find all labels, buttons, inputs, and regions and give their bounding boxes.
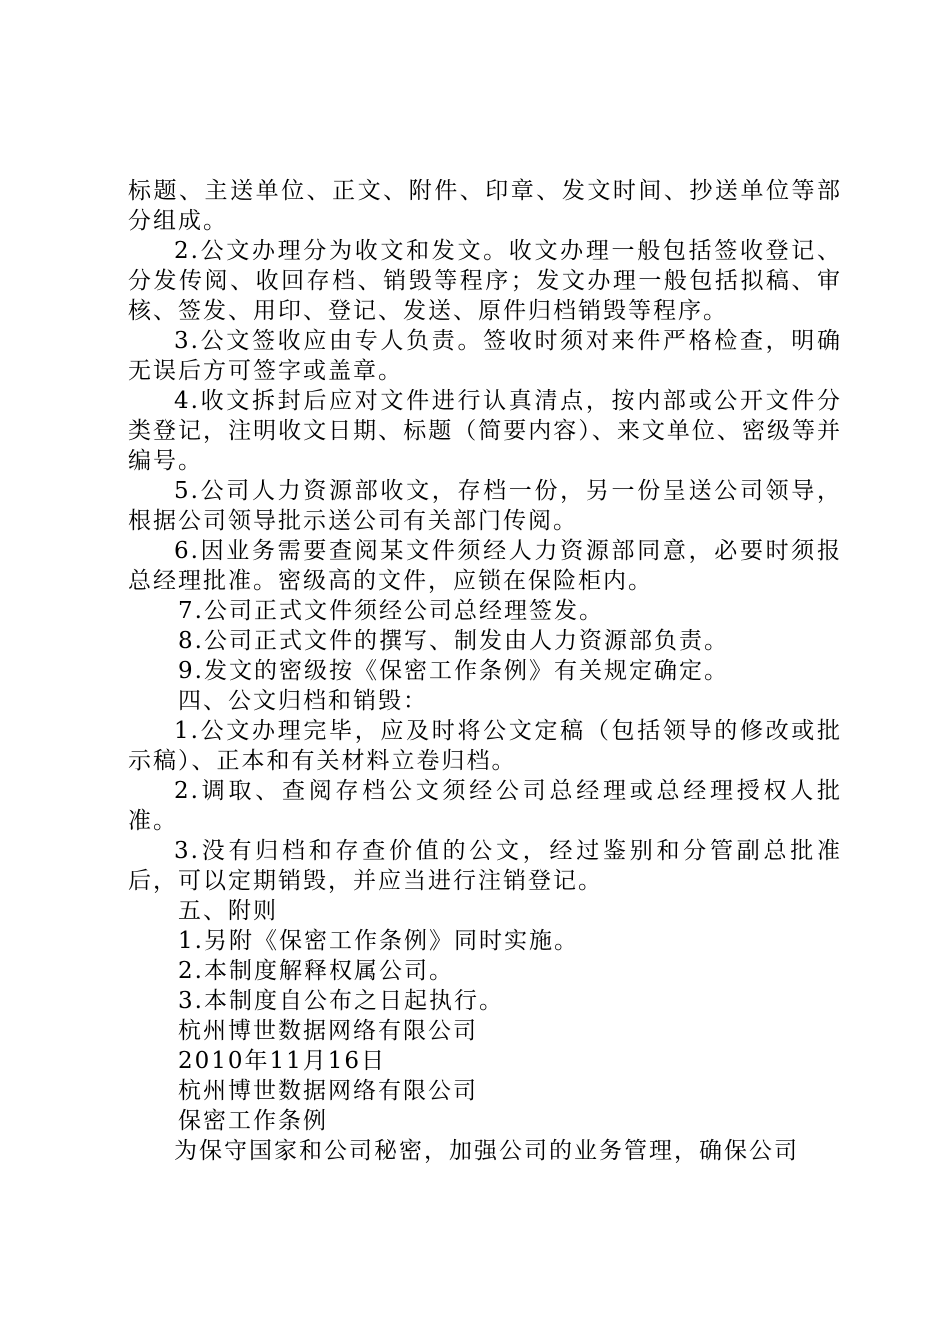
- paragraph-appendix-3: 3.本制度自公布之日起执行。: [178, 988, 504, 1014]
- paragraph-appendix-2: 2.本制度解释权属公司。: [178, 958, 454, 984]
- paragraph-item-2: 2.公文办理分为收文和发文。收文办理一般包括签收登记、分发传阅、收回存档、销毁等程序；发文办理一般包括拟稿、审核、签发、用印、登记、发送、原件归档销毁等程序。: [128, 238, 842, 324]
- paragraph-item-6: 6.因业务需要查阅某文件须经人力资源部同意，必要时须报总经理批准。密级高的文件，应锁在保险柜内。: [128, 538, 842, 594]
- paragraph-archive-3: 3.没有归档和存查价值的公文，经过鉴别和分管副总批准后，可以定期销毁，并应当进行注销登记。: [128, 838, 842, 894]
- paragraph-item-4: 4.收文拆封后应对文件进行认真清点，按内部或公开文件分类登记，注明收文日期、标题（简要内容）、来文单位、密级等并编号。: [128, 388, 842, 474]
- paragraph-item-7: 7.公司正式文件须经公司总经理签发。: [178, 598, 604, 624]
- paragraph-item-9: 9.发文的密级按《保密工作条例》有关规定确定。: [178, 658, 729, 684]
- signature-date: 2010年11月16日: [178, 1048, 387, 1074]
- section-heading-archiving: 四、公文归档和销毁：: [178, 688, 428, 714]
- paragraph-item-3: 3.公文签收应由专人负责。签收时须对来件严格检查，明确无误后方可签字或盖章。: [128, 328, 842, 384]
- paragraph-item-8: 8.公司正式文件的撰写、制发由人力资源部负责。: [178, 628, 729, 654]
- paragraph-archive-2: 2.调取、查阅存档公文须经公司总经理或总经理授权人批准。: [128, 778, 842, 834]
- paragraph-archive-1: 1.公文办理完毕，应及时将公文定稿（包括领导的修改或批示稿）、正本和有关材料立卷归档。: [128, 718, 842, 774]
- paragraph-confidentiality-intro: 为保守国家和公司秘密，加强公司的业务管理，确保公司: [174, 1138, 799, 1164]
- paragraph-item-5: 5.公司人力资源部收文，存档一份，另一份呈送公司领导，根据公司领导批示送公司有关部门传阅。: [128, 478, 842, 534]
- company-name: 杭州博世数据网络有限公司: [178, 1078, 478, 1104]
- paragraph-header-elements: 标题、主送单位、正文、附件、印章、发文时间、抄送单位等部分组成。: [128, 178, 842, 234]
- section-heading-appendix: 五、附则: [178, 898, 278, 924]
- document-title-confidentiality: 保密工作条例: [178, 1108, 328, 1134]
- paragraph-appendix-1: 1.另附《保密工作条例》同时实施。: [178, 928, 579, 954]
- company-signature: 杭州博世数据网络有限公司: [178, 1018, 478, 1044]
- document-body: [128, 176, 842, 1166]
